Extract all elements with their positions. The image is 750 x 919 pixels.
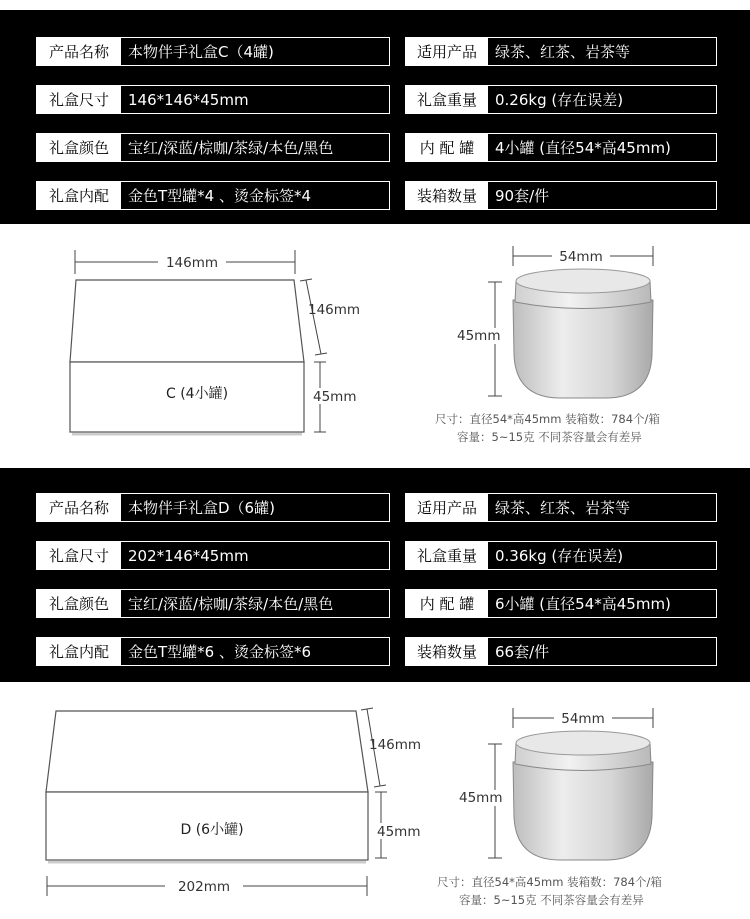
jar-c-height-label: 45mm xyxy=(457,328,501,344)
box-d-height-label: 45mm xyxy=(377,824,421,840)
spec-value: 90套/件 xyxy=(495,187,550,205)
box-c-height-label: 45mm xyxy=(313,389,357,405)
jar-d-width-label: 54mm xyxy=(561,711,605,727)
box-d-label: D (6小罐) xyxy=(180,822,244,838)
spec-value: 金色T型罐*6 、烫金标签*6 xyxy=(128,643,312,661)
spec-value: 宝红/深蓝/棕咖/茶绿/本色/黑色 xyxy=(128,595,334,613)
spec-label: 适用产品 xyxy=(406,494,488,521)
jar-d-diagram xyxy=(437,708,662,907)
jar-c-note-2: 容量：5~15克 不同茶容量会有差异 xyxy=(457,430,642,444)
spec-label: 内 配 罐 xyxy=(406,590,488,617)
spec-value: 本物伴手礼盒D（6罐) xyxy=(128,499,275,517)
box-d-lid xyxy=(46,711,368,792)
box-c-label: C (4小罐) xyxy=(165,386,229,402)
spec-label: 礼盒重量 xyxy=(406,86,488,113)
spec-value: 绿茶、红茶、岩茶等 xyxy=(495,499,631,517)
spec-label: 产品名称 xyxy=(37,494,121,521)
jar-c-width-label: 54mm xyxy=(559,249,603,265)
box-c-lid xyxy=(70,280,304,362)
spec-value: 66套/件 xyxy=(495,643,550,661)
box-c-width-label: 146mm xyxy=(165,255,219,271)
spec-value: 0.36kg (存在误差) xyxy=(495,547,624,565)
jar-c-diagram xyxy=(435,246,660,444)
box-d-depth-label: 146mm xyxy=(369,737,422,753)
spec-value: 金色T型罐*4 、烫金标签*4 xyxy=(128,187,312,205)
spec-label: 装箱数量 xyxy=(406,638,488,665)
spec-label: 礼盒内配 xyxy=(37,182,121,209)
spec-label: 礼盒颜色 xyxy=(37,134,121,161)
spec-label: 礼盒内配 xyxy=(37,638,121,665)
spec-value: 0.26kg (存在误差) xyxy=(495,91,624,109)
spec-value: 宝红/深蓝/棕咖/茶绿/本色/黑色 xyxy=(128,139,334,157)
box-d-diagram xyxy=(46,708,432,896)
spec-value: 6小罐 (直径54*高45mm) xyxy=(495,595,671,613)
spec-value: 本物伴手礼盒C（4罐) xyxy=(128,43,274,61)
spec-label: 礼盒尺寸 xyxy=(37,86,121,113)
jar-d-height-label: 45mm xyxy=(459,790,503,806)
spec-value: 4小罐 (直径54*高45mm) xyxy=(495,139,671,157)
box-d-width-label: 202mm xyxy=(177,879,231,895)
spec-label: 礼盒尺寸 xyxy=(37,542,121,569)
box-c-depth-label: 146mm xyxy=(308,302,361,318)
spec-label: 礼盒颜色 xyxy=(37,590,121,617)
spec-label: 内 配 罐 xyxy=(406,134,488,161)
spec-value: 202*146*45mm xyxy=(128,546,249,565)
spec-label: 礼盒重量 xyxy=(406,542,488,569)
box-c-diagram xyxy=(70,250,368,434)
spec-value: 146*146*45mm xyxy=(128,90,249,109)
spec-value: 绿茶、红茶、岩茶等 xyxy=(495,43,631,61)
spec-label: 产品名称 xyxy=(37,38,121,65)
spec-label: 适用产品 xyxy=(406,38,488,65)
jar-d-note-2: 容量：5~15克 不同茶容量会有差异 xyxy=(459,893,644,907)
jar-d-note-1: 尺寸：直径54*高45mm 装箱数：784个/箱 xyxy=(437,875,662,889)
jar-body xyxy=(513,300,653,398)
jar-body xyxy=(513,762,653,860)
spec-label: 装箱数量 xyxy=(406,182,488,209)
jar-c-note-1: 尺寸：直径54*高45mm 装箱数：784个/箱 xyxy=(435,412,660,426)
